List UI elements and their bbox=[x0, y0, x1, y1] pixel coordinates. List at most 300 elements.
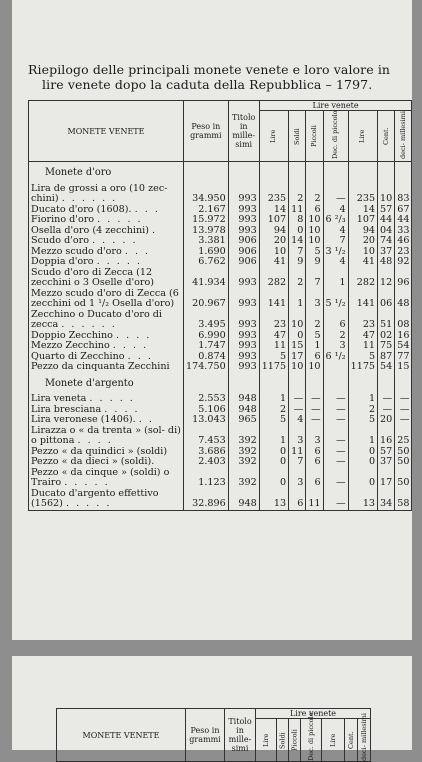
cell-dec: 3 bbox=[323, 341, 348, 352]
cell-lire2: 13 bbox=[348, 489, 377, 511]
cell-lire2: 20 bbox=[348, 236, 377, 247]
cell-peso: 6.762 bbox=[184, 257, 229, 268]
cell-piccoli: 10 bbox=[306, 236, 323, 247]
cell-peso: 15.972 bbox=[184, 215, 229, 226]
cell-lire: 23 bbox=[259, 310, 288, 331]
cell-deci: 92 bbox=[395, 257, 412, 268]
cell-cent: 54 bbox=[378, 362, 395, 373]
cell-lire2: 0 bbox=[348, 447, 377, 458]
cell-dec: 6 bbox=[323, 310, 348, 331]
coin-name-cell bbox=[29, 289, 184, 310]
section-heading-cell bbox=[29, 162, 184, 184]
cell-cent: 20 bbox=[378, 415, 395, 426]
leader-dots: . . . . . bbox=[89, 393, 135, 404]
cell-dec: 4 bbox=[323, 205, 348, 216]
leader-dots: . . . . bbox=[77, 435, 113, 446]
cell-piccoli: 6 bbox=[306, 468, 323, 489]
cell-cent: 57 bbox=[378, 205, 395, 216]
coin-name-cell bbox=[29, 362, 184, 373]
cell-deci: 15 bbox=[395, 362, 412, 373]
cell-lire2: 141 bbox=[348, 289, 377, 310]
section-heading-cell bbox=[29, 373, 184, 395]
cell-lire: 1175 bbox=[259, 362, 288, 373]
cell-peso: 34.950 bbox=[184, 184, 229, 205]
section-heading: Monete d'argento bbox=[45, 377, 134, 389]
cell-dec: — bbox=[323, 405, 348, 416]
cell-lire: 13 bbox=[259, 489, 288, 511]
coin-name: Lirazza o « da trenta » (sol- di) o pittona bbox=[31, 424, 181, 446]
cell-deci: 23 bbox=[395, 247, 412, 258]
cell-peso: 0.874 bbox=[184, 352, 229, 363]
leader-dots: . . . . bbox=[112, 340, 149, 351]
header-lire-venete-repeat: Lire venete bbox=[256, 709, 371, 719]
cell-soldi: 0 bbox=[289, 226, 306, 237]
cell-peso: 3.381 bbox=[184, 236, 229, 247]
cell-titolo: 965 bbox=[228, 415, 259, 426]
cell-titolo: 906 bbox=[228, 257, 259, 268]
header-soldi: Soldi bbox=[289, 111, 306, 162]
cell-titolo: 993 bbox=[228, 268, 259, 289]
empty-cell bbox=[378, 373, 395, 395]
cell-cent: 75 bbox=[378, 341, 395, 352]
cell-deci: 58 bbox=[395, 489, 412, 511]
empty-cell bbox=[228, 373, 259, 395]
cell-cent: 02 bbox=[378, 331, 395, 342]
cell-titolo: 948 bbox=[228, 394, 259, 405]
cell-peso: 32.896 bbox=[184, 489, 229, 511]
cell-deci: 67 bbox=[395, 205, 412, 216]
cell-deci: — bbox=[395, 394, 412, 405]
cell-lire2: 1175 bbox=[348, 362, 377, 373]
cell-piccoli: 11 bbox=[306, 489, 323, 511]
header-dec-repeat: Dec. di piccolo bbox=[301, 719, 322, 762]
table-row bbox=[29, 362, 412, 373]
cell-dec bbox=[323, 362, 348, 373]
cell-soldi: 11 bbox=[289, 447, 306, 458]
cell-soldi: 6 bbox=[289, 489, 306, 511]
header-lire: Lire bbox=[259, 111, 288, 162]
cell-dec: 1 bbox=[323, 268, 348, 289]
empty-cell bbox=[348, 373, 377, 395]
header-lire-2: Lire bbox=[348, 111, 377, 162]
cell-piccoli: 6 bbox=[306, 457, 323, 468]
cell-peso: 41.934 bbox=[184, 268, 229, 289]
empty-cell bbox=[184, 162, 229, 184]
cell-peso: 1.123 bbox=[184, 468, 229, 489]
coin-name: Osella d'oro (4 zecchini) bbox=[31, 224, 149, 236]
cell-soldi: 10 bbox=[289, 362, 306, 373]
coin-name: Pezzo « da dieci » (soldi). bbox=[31, 456, 155, 467]
cell-lire: 235 bbox=[259, 184, 288, 205]
header-decimillesimi: deci- millesimi bbox=[395, 111, 412, 162]
coin-name: Doppio Zecchino bbox=[31, 329, 113, 341]
header-piccoli: Piccoli bbox=[306, 111, 323, 162]
cell-titolo: 993 bbox=[228, 362, 259, 373]
empty-cell bbox=[323, 162, 348, 184]
cell-piccoli: 2 bbox=[306, 310, 323, 331]
cell-soldi: 10 bbox=[289, 310, 306, 331]
leader-dots: . . . bbox=[127, 350, 153, 362]
empty-cell bbox=[184, 373, 229, 395]
cell-piccoli: — bbox=[306, 415, 323, 426]
cell-titolo: 392 bbox=[228, 426, 259, 447]
cell-piccoli: 10 bbox=[306, 226, 323, 237]
cell-titolo: 993 bbox=[228, 205, 259, 216]
cell-soldi: 2 bbox=[289, 268, 306, 289]
header-lire-venete: Lire venete bbox=[259, 101, 412, 111]
coin-name: Quarto di Zecchino bbox=[31, 350, 125, 362]
cell-soldi: 2 bbox=[289, 184, 306, 205]
cell-lire: 282 bbox=[259, 268, 288, 289]
cell-piccoli: 1 bbox=[306, 341, 323, 352]
coin-table bbox=[28, 100, 412, 511]
cell-lire: 0 bbox=[259, 447, 288, 458]
cell-lire2: 1 bbox=[348, 426, 377, 447]
cell-deci: 50 bbox=[395, 447, 412, 458]
cell-piccoli: 5 bbox=[306, 331, 323, 342]
leader-dots: . . . . . . bbox=[61, 193, 118, 204]
cell-cent: 06 bbox=[378, 289, 395, 310]
cell-dec: 4 bbox=[323, 226, 348, 237]
leader-dots: . . . bbox=[124, 245, 151, 257]
cell-peso: 3.686 bbox=[184, 447, 229, 458]
cell-cent: 37 bbox=[378, 457, 395, 468]
cell-lire2: 5 bbox=[348, 415, 377, 426]
cell-peso: 7.453 bbox=[184, 426, 229, 447]
cell-titolo: 906 bbox=[228, 236, 259, 247]
cell-deci: 46 bbox=[395, 236, 412, 247]
header-cent: Cent. bbox=[378, 111, 395, 162]
cell-soldi: 14 bbox=[289, 236, 306, 247]
cell-peso: 1.690 bbox=[184, 247, 229, 258]
header-piccoli-repeat: Piccoli bbox=[289, 719, 301, 762]
header-lire-2-repeat: Lire bbox=[322, 719, 345, 762]
cell-deci: 50 bbox=[395, 457, 412, 468]
coin-name: Pezzo « da quindici » (soldi) bbox=[31, 445, 168, 457]
leader-dots: . . . . . bbox=[64, 477, 110, 488]
leader-dots: . . bbox=[138, 414, 154, 425]
cell-peso: 3.495 bbox=[184, 310, 229, 331]
cell-soldi: 0 bbox=[289, 331, 306, 342]
coin-name: Ducato d'argento effettivo (1562) bbox=[31, 487, 159, 509]
coin-name: Lira bresciana bbox=[31, 403, 102, 415]
cell-titolo: 993 bbox=[228, 184, 259, 205]
coin-name: Pezzo da cinquanta Zecchini bbox=[31, 361, 170, 372]
leader-dots: . . . . . bbox=[65, 498, 112, 509]
cell-deci: — bbox=[395, 415, 412, 426]
empty-cell bbox=[378, 162, 395, 184]
cell-lire2: 23 bbox=[348, 310, 377, 331]
cell-titolo: 906 bbox=[228, 247, 259, 258]
coin-name: Lira veneta bbox=[31, 393, 87, 404]
cell-lire2: 235 bbox=[348, 184, 377, 205]
cell-dec: 6 ¹/₂ bbox=[323, 352, 348, 363]
cell-piccoli: 6 bbox=[306, 205, 323, 216]
empty-cell bbox=[323, 373, 348, 395]
cell-lire: 10 bbox=[259, 247, 288, 258]
cell-lire2: 1 bbox=[348, 394, 377, 405]
cell-lire: 0 bbox=[259, 457, 288, 468]
cell-lire2: 41 bbox=[348, 257, 377, 268]
cell-peso: 2.167 bbox=[184, 205, 229, 216]
cell-lire: 11 bbox=[259, 341, 288, 352]
cell-lire2: 5 bbox=[348, 352, 377, 363]
cell-lire: 14 bbox=[259, 205, 288, 216]
cell-deci: 50 bbox=[395, 468, 412, 489]
cell-cent: 48 bbox=[378, 257, 395, 268]
cell-deci: 96 bbox=[395, 268, 412, 289]
cell-lire2: 11 bbox=[348, 341, 377, 352]
cell-piccoli: 6 bbox=[306, 352, 323, 363]
cell-piccoli: 3 bbox=[306, 289, 323, 310]
cell-soldi: 8 bbox=[289, 215, 306, 226]
cell-lire2: 14 bbox=[348, 205, 377, 216]
cell-titolo: 948 bbox=[228, 489, 259, 511]
cell-cent: 57 bbox=[378, 447, 395, 458]
coin-name: Mezzo scudo d'oro bbox=[31, 245, 122, 257]
header-monete: MONETE VENETE bbox=[29, 101, 184, 162]
cell-deci: 54 bbox=[395, 341, 412, 352]
coin-name: Doppia d'oro bbox=[31, 256, 94, 267]
section-heading-row bbox=[29, 373, 412, 395]
header-peso: Peso in grammi bbox=[184, 101, 229, 162]
empty-cell bbox=[259, 373, 288, 395]
cell-piccoli: — bbox=[306, 394, 323, 405]
cell-deci: 44 bbox=[395, 215, 412, 226]
cell-soldi: — bbox=[289, 405, 306, 416]
header-titolo-repeat: Titolo in mille- simi bbox=[225, 709, 256, 762]
cell-soldi: — bbox=[289, 394, 306, 405]
cell-titolo: 993 bbox=[228, 289, 259, 310]
header-monete-repeat: MONETE VENETE bbox=[57, 709, 186, 762]
cell-cent: 44 bbox=[378, 215, 395, 226]
cell-dec: — bbox=[323, 457, 348, 468]
empty-cell bbox=[348, 162, 377, 184]
section-heading-row bbox=[29, 162, 412, 184]
cell-deci: 77 bbox=[395, 352, 412, 363]
coin-name: Scudo d'oro bbox=[31, 235, 90, 246]
cell-dec: 2 bbox=[323, 331, 348, 342]
coin-name: Lira de grossi a oro (10 zec- chini) bbox=[31, 182, 168, 204]
coin-name: Scudo d'oro di Zecca (12 zecchini o 3 Oselle d'oro) bbox=[31, 266, 154, 288]
cell-cent: 17 bbox=[378, 468, 395, 489]
leader-dots: . . . . . . bbox=[61, 319, 117, 330]
cell-lire2: 0 bbox=[348, 468, 377, 489]
cell-lire: 20 bbox=[259, 236, 288, 247]
cell-peso: 20.967 bbox=[184, 289, 229, 310]
cell-peso: 2.553 bbox=[184, 394, 229, 405]
cell-deci: 25 bbox=[395, 426, 412, 447]
cell-peso: 13.978 bbox=[184, 226, 229, 237]
cell-lire2: 94 bbox=[348, 226, 377, 237]
cell-deci: 83 bbox=[395, 184, 412, 205]
cell-titolo: 993 bbox=[228, 226, 259, 237]
cell-titolo: 993 bbox=[228, 352, 259, 363]
leader-dots: . . . bbox=[134, 203, 160, 215]
cell-dec: — bbox=[323, 394, 348, 405]
cell-titolo: 993 bbox=[228, 341, 259, 352]
title-line-2: lire venete dopo la caduta della Repubblica – 1797. bbox=[42, 77, 373, 92]
cell-lire: 1 bbox=[259, 394, 288, 405]
cell-titolo: 993 bbox=[228, 310, 259, 331]
cell-lire: 5 bbox=[259, 352, 288, 363]
cell-cent: 74 bbox=[378, 236, 395, 247]
empty-cell bbox=[289, 373, 306, 395]
header-titolo: Titolo in mille- simi bbox=[228, 101, 259, 162]
cell-deci: 33 bbox=[395, 226, 412, 237]
empty-cell bbox=[306, 373, 323, 395]
cell-dec: — bbox=[323, 426, 348, 447]
cell-dec: 7 bbox=[323, 236, 348, 247]
cell-dec: 4 bbox=[323, 257, 348, 268]
coin-name-cell bbox=[29, 310, 184, 331]
cell-soldi: 17 bbox=[289, 352, 306, 363]
cell-lire: 2 bbox=[259, 405, 288, 416]
cell-lire: 141 bbox=[259, 289, 288, 310]
cell-piccoli: 10 bbox=[306, 215, 323, 226]
cell-dec: — bbox=[323, 447, 348, 458]
cell-lire: 107 bbox=[259, 215, 288, 226]
cell-lire: 1 bbox=[259, 426, 288, 447]
cell-peso: 5.106 bbox=[184, 405, 229, 416]
table-row bbox=[29, 468, 412, 489]
cell-piccoli: 7 bbox=[306, 268, 323, 289]
cell-piccoli: 5 bbox=[306, 247, 323, 258]
leader-dots: . bbox=[152, 224, 158, 236]
cell-cent: — bbox=[378, 405, 395, 416]
title-line-1: Riepilogo delle principali monete venete e loro valore in bbox=[28, 62, 391, 77]
table-body bbox=[29, 162, 412, 511]
leader-dots: . . . . . bbox=[92, 235, 138, 246]
coin-name-cell bbox=[29, 426, 184, 447]
empty-cell bbox=[395, 373, 412, 395]
cell-cent: 87 bbox=[378, 352, 395, 363]
cell-titolo: 392 bbox=[228, 447, 259, 458]
cell-lire2: 2 bbox=[348, 405, 377, 416]
cell-deci: 08 bbox=[395, 310, 412, 331]
cell-dec: — bbox=[323, 184, 348, 205]
cell-lire: 94 bbox=[259, 226, 288, 237]
cell-lire2: 282 bbox=[348, 268, 377, 289]
coin-name: Ducato d'oro (1608). bbox=[31, 203, 132, 215]
empty-cell bbox=[289, 162, 306, 184]
table-row bbox=[29, 426, 412, 447]
cell-dec: 3 ¹/₂ bbox=[323, 247, 348, 258]
cell-piccoli: 10 bbox=[306, 362, 323, 373]
cell-dec: — bbox=[323, 415, 348, 426]
cell-cent: 16 bbox=[378, 426, 395, 447]
cell-lire: 5 bbox=[259, 415, 288, 426]
header-cent-repeat: Cent. bbox=[345, 719, 358, 762]
cell-cent: — bbox=[378, 394, 395, 405]
cell-peso: 6.990 bbox=[184, 331, 229, 342]
cell-cent: 51 bbox=[378, 310, 395, 331]
coin-name: Lira veronese (1406). bbox=[31, 414, 136, 425]
cell-lire2: 107 bbox=[348, 215, 377, 226]
leader-dots: . . . . bbox=[104, 403, 140, 415]
cell-soldi: 9 bbox=[289, 257, 306, 268]
cell-cent: 04 bbox=[378, 226, 395, 237]
cell-soldi: 3 bbox=[289, 468, 306, 489]
cell-piccoli: 2 bbox=[306, 184, 323, 205]
cell-lire2: 47 bbox=[348, 331, 377, 342]
cell-peso: 1.747 bbox=[184, 341, 229, 352]
header-dec-piccolo: Dec. di piccolo bbox=[323, 111, 348, 162]
cell-soldi: 7 bbox=[289, 457, 306, 468]
header-peso-repeat: Peso in grammi bbox=[186, 709, 225, 762]
cell-titolo: 948 bbox=[228, 405, 259, 416]
coin-name-cell bbox=[29, 268, 184, 289]
table-row bbox=[29, 489, 412, 511]
cell-dec: — bbox=[323, 468, 348, 489]
coin-name: Fiorino d'oro bbox=[31, 214, 95, 225]
cell-lire: 47 bbox=[259, 331, 288, 342]
empty-cell bbox=[228, 162, 259, 184]
cell-deci: 48 bbox=[395, 289, 412, 310]
cell-lire2: 0 bbox=[348, 457, 377, 468]
leader-dots: . . . . . bbox=[97, 214, 143, 225]
cell-soldi: 1 bbox=[289, 289, 306, 310]
cell-deci: 16 bbox=[395, 331, 412, 342]
leader-dots: . . . . . bbox=[96, 256, 143, 267]
cell-soldi: 15 bbox=[289, 341, 306, 352]
cell-piccoli: 3 bbox=[306, 426, 323, 447]
cell-titolo: 993 bbox=[228, 331, 259, 342]
cell-piccoli: 6 bbox=[306, 447, 323, 458]
cell-soldi: 3 bbox=[289, 426, 306, 447]
cell-cent: 37 bbox=[378, 247, 395, 258]
cell-lire2: 10 bbox=[348, 247, 377, 258]
cell-peso: 13.043 bbox=[184, 415, 229, 426]
cell-piccoli: 9 bbox=[306, 257, 323, 268]
empty-cell bbox=[259, 162, 288, 184]
page-title bbox=[28, 62, 398, 92]
header-lire-repeat: Lire bbox=[256, 719, 277, 762]
next-page-header bbox=[56, 708, 371, 762]
empty-cell bbox=[395, 162, 412, 184]
coin-name-cell bbox=[29, 184, 184, 205]
cell-dec: 6 ²/₃ bbox=[323, 215, 348, 226]
coin-name-cell bbox=[29, 468, 184, 489]
coin-name: Pezzo « da cinque » (soldi) o Trairo bbox=[31, 466, 170, 488]
cell-lire: 41 bbox=[259, 257, 288, 268]
cell-peso: 2.403 bbox=[184, 457, 229, 468]
cell-titolo: 993 bbox=[228, 215, 259, 226]
coin-name: Zecchino o Ducato d'oro di zecca bbox=[31, 308, 162, 330]
cell-cent: 12 bbox=[378, 268, 395, 289]
cell-piccoli: — bbox=[306, 405, 323, 416]
coin-name: Mezzo scudo d'oro di Zecca (6 zecchini od 1 ¹/₂ Osella d'oro) bbox=[31, 287, 179, 309]
cell-titolo: 392 bbox=[228, 457, 259, 468]
coin-name-cell bbox=[29, 489, 184, 511]
cell-dec: 5 ¹/₂ bbox=[323, 289, 348, 310]
table-row bbox=[29, 289, 412, 310]
coin-name: Mezzo Zecchino bbox=[31, 340, 110, 351]
table-row bbox=[29, 268, 412, 289]
cell-cent: 10 bbox=[378, 184, 395, 205]
table-row bbox=[29, 184, 412, 205]
cell-dec: — bbox=[323, 489, 348, 511]
header-soldi-repeat: Soldi bbox=[277, 719, 289, 762]
header-deci-repeat: deci- millesimi bbox=[358, 719, 371, 762]
cell-soldi: 7 bbox=[289, 247, 306, 258]
table-row bbox=[29, 310, 412, 331]
cell-deci: — bbox=[395, 405, 412, 416]
cell-cent: 34 bbox=[378, 489, 395, 511]
section-heading: Monete d'oro bbox=[45, 167, 112, 178]
cell-soldi: 11 bbox=[289, 205, 306, 216]
cell-lire: 0 bbox=[259, 468, 288, 489]
